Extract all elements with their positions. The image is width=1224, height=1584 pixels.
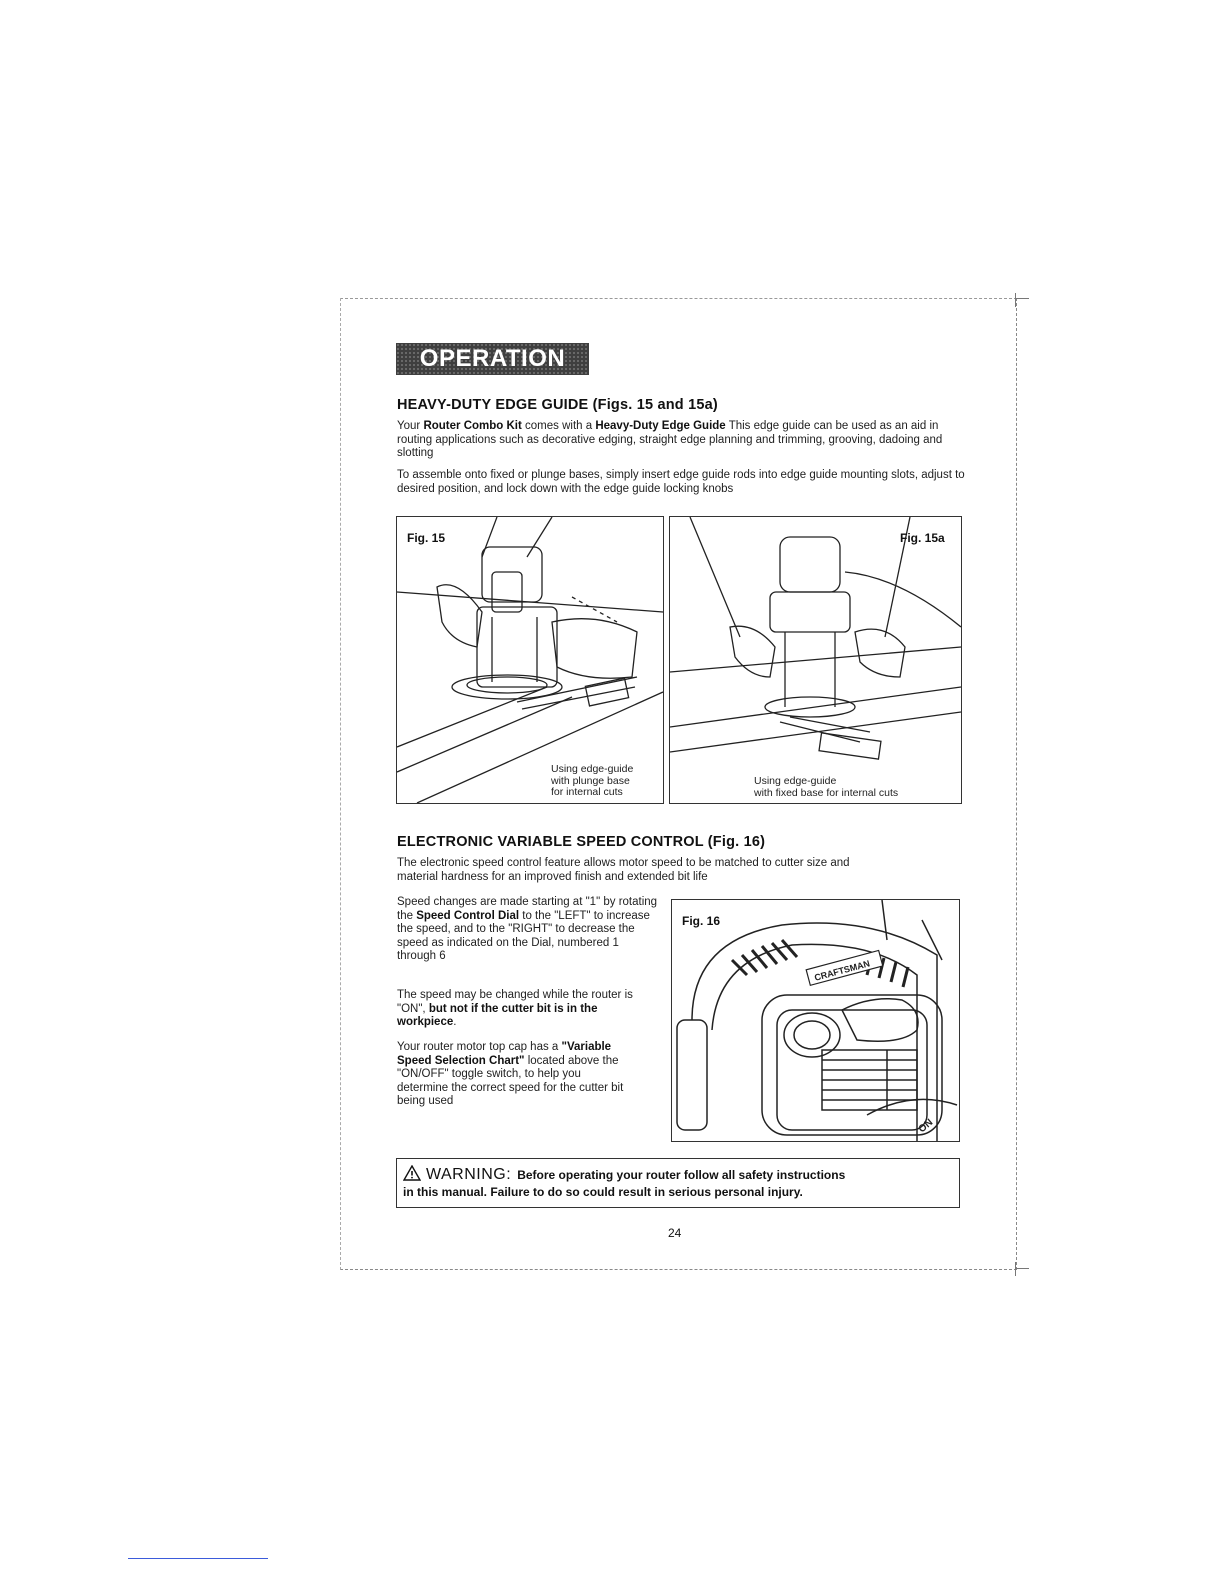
section-banner: OPERATION cont. bbox=[396, 343, 589, 375]
speed-control-intro-paragraph: The electronic speed control feature allows motor speed to be matched to cutter size and material hardness for an improved finish and extended bit life bbox=[397, 857, 850, 883]
fig15a-caption: Using edge-guide with fixed base for internal cuts bbox=[754, 775, 899, 799]
warning-triangle-icon bbox=[403, 1165, 421, 1181]
fig16-label: Fig. 16 bbox=[682, 914, 721, 928]
page-number: 24 bbox=[668, 1226, 682, 1240]
figure-15 bbox=[396, 516, 664, 804]
fig15-label: Fig. 15 bbox=[407, 531, 446, 545]
speed-dial-illustration bbox=[672, 900, 959, 1141]
edge-guide-assembly-paragraph: To assemble onto fixed or plunge bases, simply insert edge guide rods into edge guide mounting slots, adjust to desired position, and lock down with the edge guide locking knobs bbox=[397, 469, 965, 495]
bottom-rule bbox=[128, 1558, 268, 1559]
edge-guide-intro-paragraph: Your Router Combo Kit comes with a Heavy-Duty Edge Guide This edge guide can be used as an aid in routing applications such as decorative edging, straight edge planning and trimming, grooving, dadoing and slotting bbox=[397, 420, 943, 459]
figure-16 bbox=[671, 899, 960, 1142]
crop-mark-top-right-h bbox=[1015, 298, 1029, 299]
edge-guide-heading: HEAVY-DUTY EDGE GUIDE (Figs. 15 and 15a) bbox=[397, 397, 718, 413]
crop-mark-top-right bbox=[1015, 293, 1016, 307]
crop-mark-bottom-right bbox=[1015, 1262, 1016, 1276]
speed-change-paragraph: Speed changes are made starting at "1" by rotating the Speed Control Dial to the "LEFT" to increase the speed, and to the "RIGHT" to decrease the speed as indicated on the Dial, numbered 1 through 6 bbox=[397, 896, 658, 962]
fig15-caption: Using edge-guide with plunge base for internal cuts bbox=[551, 763, 634, 798]
figure-15a bbox=[669, 516, 962, 804]
fig16-switch-label: ON bbox=[916, 1117, 936, 1136]
fig16-brand-label: CRAFTSMAN bbox=[813, 958, 871, 983]
speed-control-heading: ELECTRONIC VARIABLE SPEED CONTROL (Fig. 16) bbox=[397, 834, 766, 850]
speed-chart-paragraph: Your router motor top cap has a "Variable Speed Selection Chart" located above the "ON/OFF" toggle switch, to help you determine the correct speed for the cutter bit being used bbox=[397, 1041, 624, 1107]
fig15a-label: Fig. 15a bbox=[900, 531, 945, 545]
router-plunge-base-illustration bbox=[397, 517, 663, 803]
warning-box bbox=[396, 1158, 960, 1208]
crop-mark-bottom-right-h bbox=[1015, 1268, 1029, 1269]
router-fixed-base-illustration bbox=[670, 517, 961, 803]
warning-line-1: WARNING: Before operating your router follow all safety instructions bbox=[403, 1165, 845, 1184]
speed-on-paragraph: The speed may be changed while the router is "ON", but not if the cutter bit is in the workpiece. bbox=[397, 989, 633, 1028]
warning-word: WARNING: bbox=[426, 1166, 512, 1183]
warning-line-2: in this manual. Failure to do so could result in serious personal injury. bbox=[403, 1185, 803, 1199]
